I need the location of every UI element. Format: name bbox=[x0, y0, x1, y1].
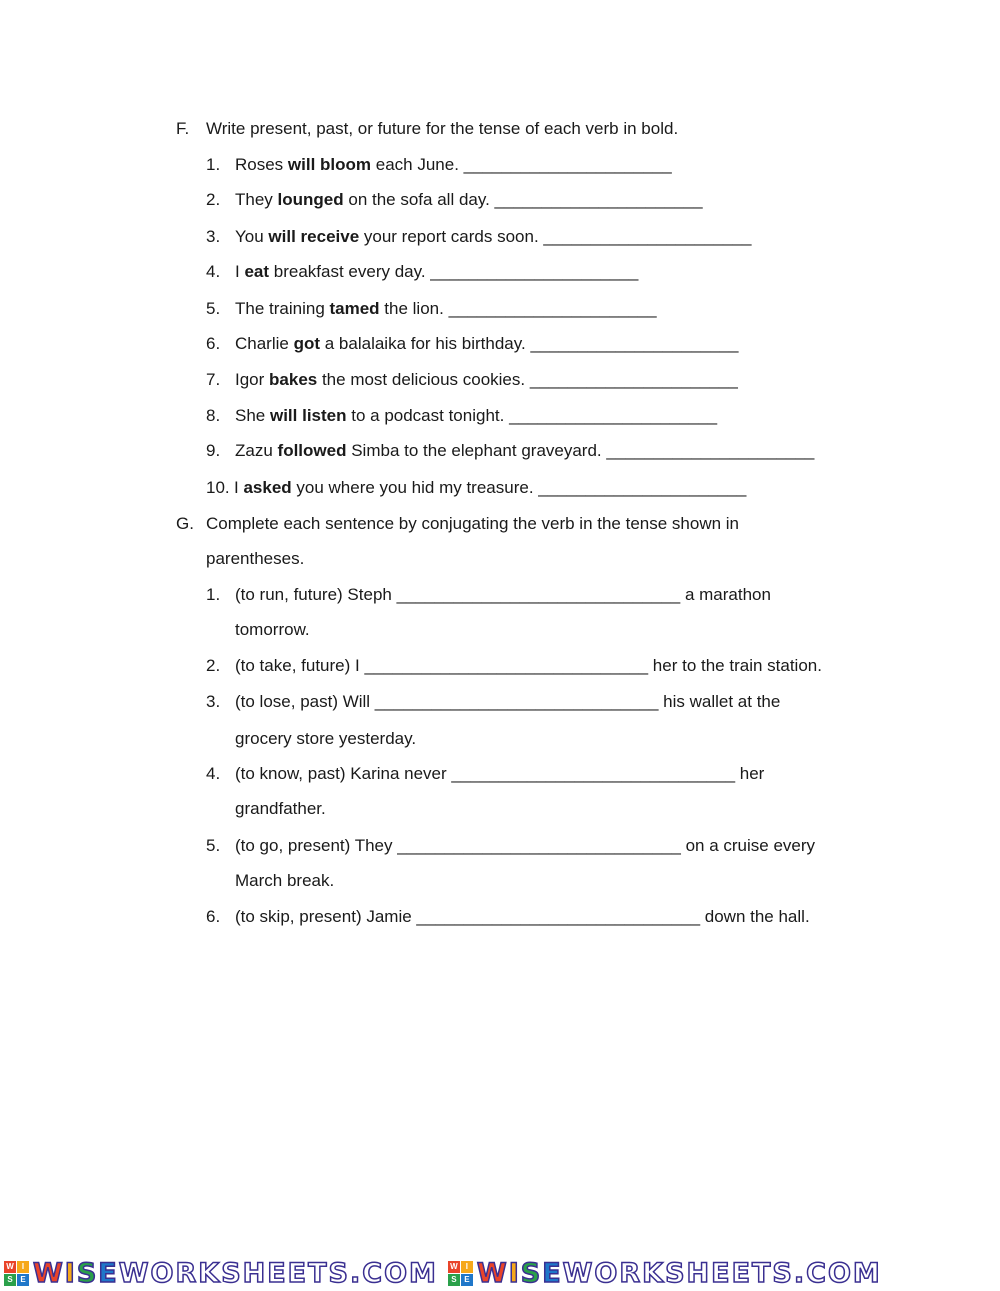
section-g-letter: G. bbox=[176, 514, 194, 533]
bold-verb: followed bbox=[277, 441, 347, 460]
section-f-instruction: Write present, past, or future for the tense of each verb in bold. bbox=[206, 119, 679, 138]
sentence-end-with-blank[interactable]: the most delicious cookies. ______________________ bbox=[317, 370, 738, 389]
logo-squares-icon: W I S E bbox=[448, 1261, 473, 1286]
question-text bbox=[235, 189, 703, 211]
bold-verb: lounged bbox=[277, 190, 344, 209]
bold-verb: asked bbox=[243, 478, 292, 497]
question-text-with-blank[interactable]: (to know, past) Karina never ______________________________ her bbox=[235, 764, 765, 783]
question-number: 5. bbox=[206, 836, 221, 855]
sentence-end-with-blank[interactable]: you where you hid my treasure. ______________________ bbox=[291, 478, 747, 497]
bold-verb: will receive bbox=[268, 227, 360, 246]
question-text bbox=[235, 154, 672, 176]
sentence-end-with-blank[interactable]: breakfast every day. ______________________ bbox=[269, 262, 639, 281]
sentence-start: They bbox=[235, 190, 278, 209]
question-text bbox=[235, 261, 638, 283]
question-number: 5. bbox=[206, 299, 221, 318]
question-text-continued: grocery store yesterday. bbox=[235, 729, 417, 748]
question-number: 2. bbox=[206, 656, 221, 675]
sentence-end-with-blank[interactable]: the lion. ______________________ bbox=[379, 299, 657, 318]
sentence-end-with-blank[interactable]: your report cards soon. ______________________ bbox=[359, 227, 752, 246]
question-text-continued: tomorrow. bbox=[235, 620, 310, 639]
question-text bbox=[235, 333, 738, 355]
bold-verb: bakes bbox=[269, 370, 318, 389]
question-number: 3. bbox=[206, 692, 221, 711]
question-number: 10. bbox=[206, 478, 230, 497]
question-text bbox=[235, 298, 657, 320]
sentence-start: Igor bbox=[235, 370, 270, 389]
question-text-continued: March break. bbox=[235, 871, 335, 890]
bold-verb: will bloom bbox=[287, 155, 372, 174]
question-text-with-blank[interactable]: (to take, future) I ______________________________ her to the train station. bbox=[235, 656, 822, 675]
bold-verb: will listen bbox=[269, 406, 347, 425]
question-text bbox=[235, 440, 814, 462]
question-number: 2. bbox=[206, 190, 221, 209]
question-number: 3. bbox=[206, 227, 221, 246]
question-number: 1. bbox=[206, 155, 221, 174]
wiseworksheets-logo bbox=[4, 1258, 438, 1289]
sentence-end-with-blank[interactable]: Simba to the elephant graveyard. ______________________ bbox=[346, 441, 815, 460]
logo-text: WISEWORKSHEETS.COM bbox=[476, 1257, 882, 1289]
question-text-with-blank[interactable]: (to run, future) Steph ______________________________ a marathon bbox=[235, 585, 771, 604]
bold-verb: got bbox=[293, 334, 321, 353]
wiseworksheets-logo bbox=[448, 1258, 882, 1289]
question-number: 6. bbox=[206, 334, 221, 353]
sentence-start: Zazu bbox=[235, 441, 278, 460]
question-number: 8. bbox=[206, 406, 221, 425]
logo-text: WISEWORKSHEETS.COM bbox=[33, 1257, 438, 1289]
sentence-start: You bbox=[235, 227, 269, 246]
sentence-start: I bbox=[235, 262, 245, 281]
bold-verb: tamed bbox=[329, 299, 380, 318]
question-text bbox=[234, 477, 746, 499]
sentence-end-with-blank[interactable]: each June. ______________________ bbox=[371, 155, 672, 174]
question-text-with-blank[interactable]: (to skip, present) Jamie ______________________________ down the hall. bbox=[235, 907, 810, 926]
sentence-end-with-blank[interactable]: on the sofa all day. ______________________ bbox=[343, 190, 703, 209]
bold-verb: eat bbox=[244, 262, 270, 281]
sentence-start: Charlie bbox=[235, 334, 294, 353]
question-text bbox=[235, 405, 717, 427]
sentence-start: Roses bbox=[235, 155, 288, 174]
section-g-instruction-line2: parentheses. bbox=[206, 549, 305, 568]
question-text-continued: grandfather. bbox=[235, 799, 326, 818]
section-g-instruction-line1: Complete each sentence by conjugating the verb in the tense shown in bbox=[206, 514, 740, 533]
sentence-start: The training bbox=[235, 299, 330, 318]
question-number: 1. bbox=[206, 585, 221, 604]
section-f-letter: F. bbox=[176, 119, 190, 138]
question-text bbox=[235, 226, 751, 248]
sentence-start: I bbox=[234, 478, 244, 497]
footer-watermark bbox=[0, 1255, 1000, 1291]
question-number: 7. bbox=[206, 370, 221, 389]
sentence-start: She bbox=[235, 406, 270, 425]
question-text bbox=[235, 369, 738, 391]
sentence-end-with-blank[interactable]: to a podcast tonight. ______________________ bbox=[346, 406, 718, 425]
question-number: 4. bbox=[206, 262, 221, 281]
sentence-end-with-blank[interactable]: a balalaika for his birthday. ______________________ bbox=[320, 334, 739, 353]
question-number: 4. bbox=[206, 764, 221, 783]
logo-squares-icon: W I S E bbox=[4, 1261, 29, 1286]
question-number: 9. bbox=[206, 441, 221, 460]
question-number: 6. bbox=[206, 907, 221, 926]
question-text-with-blank[interactable]: (to go, present) They ______________________________ on a cruise every bbox=[235, 836, 816, 855]
question-text-with-blank[interactable]: (to lose, past) Will ______________________________ his wallet at the bbox=[235, 692, 781, 711]
